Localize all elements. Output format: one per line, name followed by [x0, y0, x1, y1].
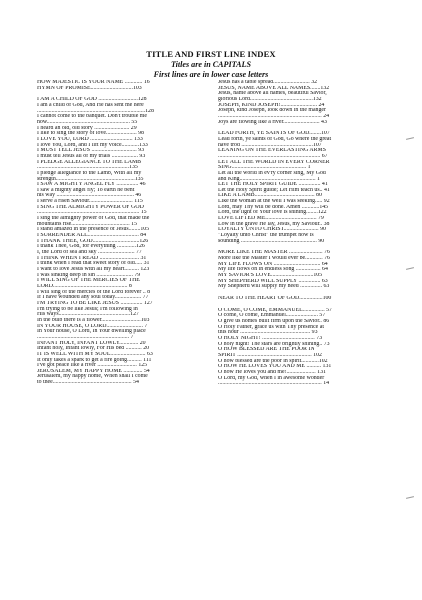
index-entry: I'm trying to be like Jesus; I'm following in: [37, 306, 138, 312]
index-entry: I love You, Lord, and I lift my voice............133: [37, 142, 148, 148]
index-entry: I want to love Jesus with all my heart.......... 123: [37, 267, 150, 272]
index-entry: HYMN OF PROMISE.............................103: [37, 85, 142, 91]
index-entry: MORE LIKE THE MASTER ....................... 76: [218, 250, 330, 256]
index-entry: mountains rise........................................ 15: [37, 221, 137, 227]
index-entry: JESUS, NAME ABOVE ALL NAMES.......132: [218, 85, 330, 91]
index-entry: LOVE LIFTED ME................................... 79: [218, 216, 324, 222]
margin-mark: [406, 267, 414, 270]
index-entry: ...................................................................... 15: [37, 210, 147, 216]
index-entry: Jesus has a table spread......................... 32: [218, 80, 318, 85]
index-entry: his way ..................................................... 46: [37, 193, 142, 199]
index-entry: I was sinking deep in sin ......................... 79: [37, 272, 141, 278]
index-entry: JERUSALEM, MY HAPPY HOME ............. 54: [37, 368, 150, 374]
index-entry: HOW MAJESTIC IS YOUR NAME ............ 16: [37, 80, 150, 85]
index-entry: O come, O come, Emmanuel...................... 57: [218, 313, 326, 319]
index-entry: LIKE A LAMB......................................... 80: [218, 193, 322, 199]
index-entry: I pledge allegiance to the Lamb, With all my: [37, 170, 142, 176]
index-entry: It only takes a spark to get a fire going.......... 111: [37, 357, 152, 363]
index-entry: Infant holy, Infant lowly, For His bed ........... 20: [37, 346, 150, 352]
index-entry: In the bulb there is a flower...........................103: [37, 317, 150, 323]
index-entry: IT IS WELL WITH MY SOUL........................ 63: [37, 351, 153, 357]
index-subtitle-titles: Titles are in CAPITALS: [171, 60, 251, 69]
index-entry: I sing the almighty power of God, that made the: [37, 216, 150, 222]
index-entry: I cannot come to the banquet. Don't trouble me: [37, 114, 147, 120]
index-entry: MY LIFE FLOWS ON ................................ 64: [218, 261, 328, 267]
index-entry: and King.................................................... 1: [218, 176, 320, 182]
index-entry: O COME, O COME, EMMANUEL............... 57: [218, 307, 332, 313]
index-entry: I AM A CHILD OF GOD ...........................128: [37, 97, 147, 103]
index-entry: Like the woman at the well I was seeking..... 92: [218, 199, 330, 205]
index-entry: Jesus, name above all names, beautiful Savior,: [218, 91, 327, 97]
index-entry: Lead forth, ye saints of God, Go where the great: [218, 136, 332, 142]
index-entry: O Lord, my God, when I in awesome wonder: [218, 375, 325, 381]
index-entry: I will sing of the mercies of the Lord forever .. 8: [37, 289, 151, 295]
index-entry: I MUST TELL JESUS ............................... 93: [37, 148, 145, 154]
margin-mark: [406, 496, 414, 499]
index-subtitle-first-lines: First lines are in lower case letters: [153, 70, 269, 79]
index-entry: LEAD FORTH, YE SAINTS OF GOD........107: [218, 131, 330, 137]
index-entry: O HOW BLESSED ARE THE POOR IN: [218, 347, 315, 353]
index-entry: Lord, the light of Your love is shining........122: [218, 210, 327, 216]
index-entry: IN YOUR HOUSE, O LORD......................... 7: [37, 323, 148, 329]
index-entry: SPIRIT ................................................... 102: [218, 352, 322, 358]
index-entry: Let the Holy Spirit guide; Let Him teach us.. 41: [218, 187, 330, 193]
index-entry: O how He loves you and me!.................... 131: [218, 369, 326, 375]
index-entry: I like to sing the story of love..................... 98: [37, 131, 144, 137]
index-entry: I'M TRYING TO BE LIKE JESUS ............... 127: [37, 300, 153, 306]
index-entry: now......................................................... 55: [37, 119, 138, 125]
index-entry: ...............................................................135: [37, 165, 138, 171]
index-entry: I saw a mighty angel fly; To earth he bent: [37, 187, 135, 193]
index-entry: I WILL SING OF THE MERCIES OF THE: [37, 278, 140, 284]
index-entry: MY SAVIOR'S LOVE.............................105: [218, 273, 323, 278]
left-index-column: [37, 80, 225, 386]
index-entry: LEANING ON THE EVERLASTING ARMS: [218, 148, 326, 154]
index-entry: If I have wounded any soul today.................. 77: [37, 295, 149, 301]
index-entry: I THINK WHEN I READ ........................... 31: [37, 255, 147, 261]
index-entry: I SING THE ALMIGHTY POWER OF GOD: [37, 204, 144, 210]
right-index-column: [218, 80, 395, 387]
index-entry: I SURRENDER ALL................................... 84: [37, 233, 147, 239]
index-entry: sounding .................................................... 90: [218, 238, 325, 244]
index-entry: O how blessed are the poor in spirit............102: [218, 358, 328, 364]
index-entry: this hour ................................................ 93: [218, 330, 318, 336]
index-entry: "Loyalty unto Christ" the trumpet now is: [218, 233, 314, 239]
index-entry: O give us homes built firm upon the Savior.. 86: [218, 318, 330, 324]
index-entry: I thank Thee, God, for everything .............126: [37, 244, 145, 250]
index-entry: ....................................................................... 14: [218, 381, 330, 387]
index-entry: More like the Master I would ever be............ 76: [218, 256, 330, 262]
index-entry: I THANK THEE, GOD................................126: [37, 238, 149, 244]
index-entry: glorious Lord...........................................132: [218, 96, 322, 102]
index-entry: My life flows on in endless song ................. 64: [218, 267, 328, 273]
index-entry: JOSEPH, KIND JOSEPH!......................... 24: [218, 102, 325, 108]
index-entry: Lord, may Thy will be done. Amen ............145: [218, 204, 329, 210]
index-entry: I PLEDGE ALLEGIANCE TO THE LAMB: [37, 159, 142, 165]
index-entry: In Your house, O Lord, In Your dwelling place: [37, 329, 146, 335]
index-entry: I heard an old, old story ........................ 29: [37, 125, 137, 131]
index-entry: My Shepherd will supply my need ............... 63: [218, 284, 330, 290]
index-entry: Low in the grave He lay, Jesus, my Saviour.. 38: [218, 221, 330, 227]
index-entry: I think when I read that sweet story of old..... 31: [37, 261, 150, 267]
index-entry: LORD................................................... 8: [37, 283, 132, 289]
index-entry: LET THE HOLY SPIRIT GUIDE ............... 41: [218, 182, 328, 188]
index-entry: MY SHEPHERD WILL SUPPLY ............... 63: [218, 278, 328, 284]
index-entry: ....................................................................... 24: [218, 113, 330, 119]
index-entry: strength......................................................135: [37, 176, 144, 182]
index-entry: I serve a risen Saviour.............................. 115: [37, 199, 143, 205]
index-entry: Joys are flowing like a river......................... 43: [218, 119, 327, 125]
index-title: TITLE AND FIRST LINE INDEX: [146, 49, 276, 59]
index-entry: ............................................................... 7: [37, 334, 134, 340]
index-entry: O HOW HE LOVES YOU AND ME .......... 131: [218, 364, 332, 370]
index-entry: I've got peace like a river ........................... 125: [37, 363, 148, 369]
index-entry: have trod .................................................107: [218, 142, 322, 148]
index-entry: NEAR TO THE HEART OF GOD................100: [218, 295, 332, 301]
index-entry: LET ALL THE WORLD IN EVERY CORNER: [218, 159, 330, 165]
index-entry: Jerusalem, my happy home, When shall I come: [37, 374, 148, 380]
index-entry: I am a child of God, And He has sent me here: [37, 102, 144, 108]
index-entry: His ways.................................................127: [37, 312, 139, 318]
index-entry: SING................................................... 1: [218, 165, 311, 171]
index-entry: I must tell Jesus all of my trials .................. 93: [37, 153, 146, 159]
index-entry: Let all the world in ev'ry corner sing, My God: [218, 170, 326, 176]
index-entry: O HOLY NIGHT! .................................... 73: [218, 335, 323, 341]
index-entry: I stand amazed in the presence of Jesus........105: [37, 227, 150, 233]
index-entry: O Holy Father, grace us with Thy presence at: [218, 324, 324, 330]
margin-mark: [406, 137, 414, 140]
index-entry: I LOVE YOU, LORD ............................. 133: [37, 136, 143, 142]
index-entry: ...................................................................... 67: [218, 153, 328, 159]
index-entry: Joseph, kind Joseph, look down in the manger: [218, 108, 326, 114]
index-entry: ..........................................................................128: [37, 108, 154, 114]
index-entry: INFANT HOLY, INFANT LOWLY............. 20: [37, 340, 146, 346]
index-entry: O holy night! The stars are brightly shining.. 73: [218, 341, 330, 347]
index-entry: LOYALTY UNTO CHRIST........................ 90: [218, 227, 326, 233]
index-entry: I, the Lord of sea and sky ......................... 77: [37, 250, 142, 256]
index-entry: I SAW A MIGHTY ANGEL FLY ............... 46: [37, 182, 146, 188]
index-entry: to thee...................................................... 54: [37, 380, 139, 386]
